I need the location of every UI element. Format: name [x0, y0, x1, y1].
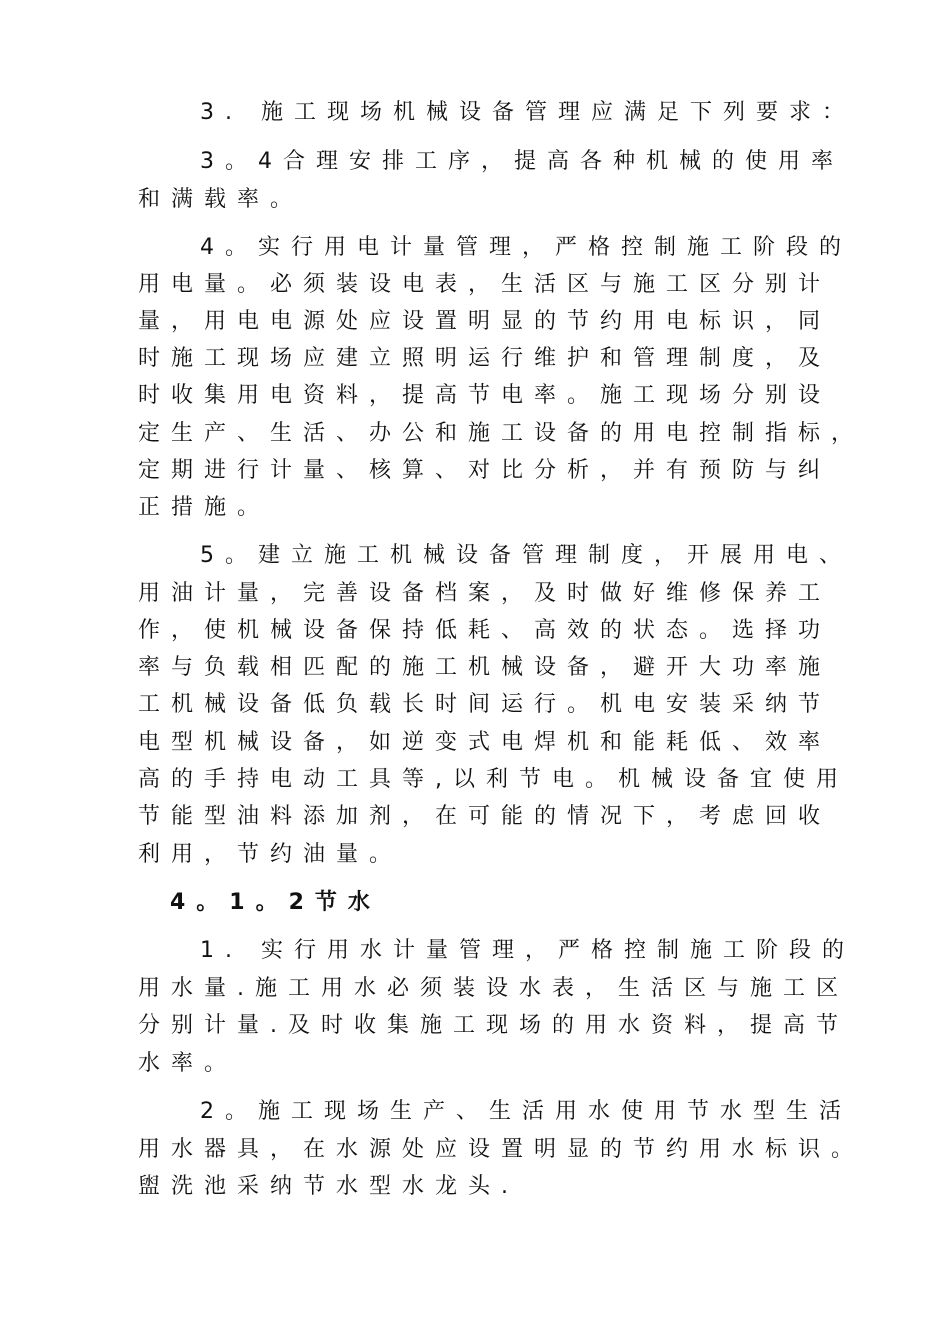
- text-line: 2。施工现场生产、生活用水使用节水型生活: [200, 1099, 852, 1124]
- text-line: 正措施。: [138, 495, 271, 520]
- text-line: 分别计量.及时收集施工现场的用水资料，提高节: [138, 1013, 849, 1038]
- text-line: 用水器具，在水源处应设置明显的节约用水标识。: [138, 1137, 865, 1162]
- text-line: 高的手持电动工具等,以利节电。机械设备宜使用: [138, 767, 849, 792]
- text-line: 4。实行用电计量管理，严格控制施工阶段的: [200, 235, 852, 260]
- text-line: 定期进行计量、核算、对比分析，并有预防与纠: [138, 458, 832, 483]
- text-line: 用电量。必须装设电表，生活区与施工区分别计: [138, 272, 832, 297]
- text-line: 率与负载相匹配的施工机械设备，避开大功率施: [138, 655, 832, 680]
- text-line: 时收集用电资料，提高节电率。施工现场分别设: [138, 383, 832, 408]
- text-line: 盥洗池采纳节水型水龙头.: [138, 1174, 519, 1199]
- text-line: 水率。: [138, 1051, 238, 1076]
- section-heading: 4。1。2节水: [170, 890, 381, 915]
- text-line: 量，用电电源处应设置明显的节约用电标识，同: [138, 309, 832, 334]
- text-line: 工机械设备低负载长时间运行。机电安装采纳节: [138, 692, 832, 717]
- text-line: 3. 施工现场机械设备管理应满足下列要求：: [200, 100, 855, 125]
- text-line: 3。4合理安排工序，提高各种机械的使用率: [200, 149, 844, 174]
- text-line: 时施工现场应建立照明运行维护和管理制度，及: [138, 346, 832, 371]
- text-line: 用水量.施工用水必须装设水表，生活区与施工区: [138, 976, 849, 1001]
- text-line: 作，使机械设备保持低耗、高效的状态。选择功: [138, 618, 832, 643]
- text-line: 电型机械设备，如逆变式电焊机和能耗低、效率: [138, 730, 832, 755]
- text-line: 利用，节约油量。: [138, 842, 403, 867]
- text-line: 节能型油料添加剂，在可能的情况下，考虑回收: [138, 804, 832, 829]
- text-line: 定生产、生活、办公和施工设备的用电控制指标，: [138, 421, 865, 446]
- text-line: 用油计量，完善设备档案，及时做好维修保养工: [138, 581, 832, 606]
- text-line: 和满载率。: [138, 187, 304, 212]
- text-line: 5。建立施工机械设备管理制度，开展用电、: [200, 543, 852, 568]
- text-line: 1. 实行用水计量管理，严格控制施工阶段的: [200, 938, 855, 963]
